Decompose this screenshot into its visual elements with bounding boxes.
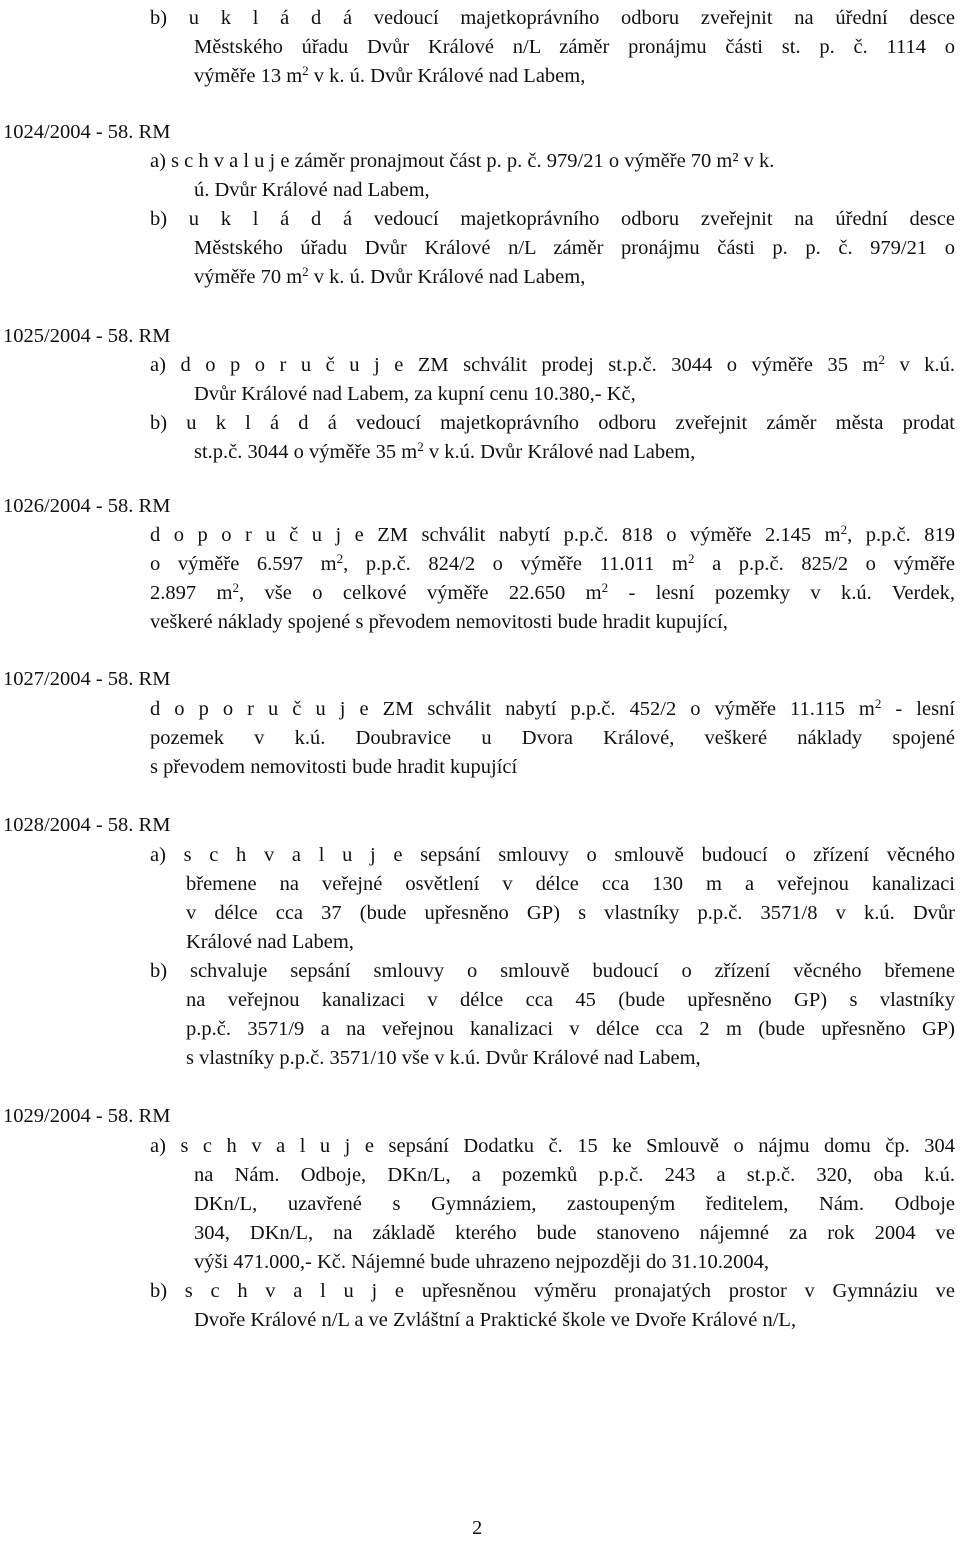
- superscript: 2: [232, 579, 239, 595]
- text-line: DKn/L, uzavřené s Gymnáziem, zastoupeným ředitelem, Nám. Odboje: [194, 1193, 955, 1215]
- text-line: b) schvaluje sepsání smlouvy o smlouvě budoucí o zřízení věcného břemene: [150, 960, 955, 982]
- text-line: Městského úřadu Dvůr Králové n/L záměr pronájmu části p. p. č. 979/21 o: [194, 237, 955, 259]
- text-line: a) s c h v a l u j e sepsání Dodatku č. 15 ke Smlouvě o nájmu domu čp. 304: [150, 1135, 955, 1157]
- text-segment: , vše o celkové výměře 22.650 m: [238, 582, 602, 604]
- text-segment: výměře 70 m: [194, 266, 303, 288]
- text-segment: st.p.č. 3044 o výměře 35 m: [194, 441, 418, 463]
- text-line: na Nám. Odboje, DKn/L, a pozemků p.p.č. 243 a st.p.č. 320, oba k.ú.: [194, 1164, 955, 1186]
- text-line: b) u k l á d á vedoucí majetkoprávního odboru zveřejnit na úřední desce: [150, 208, 955, 230]
- superscript: 2: [840, 521, 848, 537]
- superscript: 2: [417, 438, 424, 454]
- text-segment: v k.ú. Dvůr Králové nad Labem,: [423, 441, 696, 463]
- text-line: [150, 579, 955, 608]
- text-segment: v k. ú. Dvůr Králové nad Labem,: [308, 266, 586, 288]
- text-line: Dvůr Králové nad Labem, za kupní cenu 10.380,- Kč,: [194, 383, 636, 405]
- text-line: a) s c h v a l u j e záměr pronajmout část p. p. č. 979/21 o výměře 70 m² v k.: [150, 150, 775, 172]
- text-line: pozemek v k.ú. Doubravice u Dvora Králové, veškeré náklady spojené: [150, 727, 955, 749]
- text-line: s vlastníky p.p.č. 3571/10 vše v k.ú. Dvůr Králové nad Labem,: [186, 1047, 701, 1069]
- superscript: 2: [336, 550, 344, 566]
- text-line: b) u k l á d á vedoucí majetkoprávního odboru zveřejnit na úřední desce: [150, 7, 955, 29]
- resolution-number: 1028/2004 - 58. RM: [3, 814, 171, 836]
- superscript: 2: [601, 579, 609, 595]
- text-segment: a p.p.č. 825/2 o výměře: [694, 553, 955, 575]
- text-line: Městského úřadu Dvůr Králové n/L záměr pronájmu části st. p. č. 1114 o: [194, 36, 955, 58]
- text-segment: - lesní: [881, 698, 955, 720]
- text-segment: 2.897 m: [150, 582, 233, 604]
- text-segment: - lesní pozemky v k.ú. Verdek,: [608, 582, 956, 604]
- text-line: Králové nad Labem,: [186, 931, 354, 953]
- text-line: na veřejnou kanalizaci v délce cca 45 (bude upřesněno GP) s vlastníky: [186, 989, 955, 1011]
- text-line: [150, 695, 955, 724]
- text-line: [194, 438, 695, 467]
- superscript: 2: [874, 695, 882, 711]
- text-segment: o výměře 6.597 m: [150, 553, 337, 575]
- resolution-number: 1024/2004 - 58. RM: [3, 121, 171, 143]
- text-line: b) u k l á d á vedoucí majetkoprávního odboru zveřejnit záměr města prodat: [150, 412, 955, 434]
- text-line: břemene na veřejné osvětlení v délce cca 130 m a veřejnou kanalizaci: [186, 873, 955, 895]
- resolution-number: 1029/2004 - 58. RM: [3, 1105, 171, 1127]
- page-number: 2: [472, 1517, 483, 1539]
- text-segment: d o p o r u č u j e ZM schválit nabytí p.p.č. 452/2 o výměře 11.115 m: [150, 698, 875, 720]
- resolution-number: 1025/2004 - 58. RM: [3, 325, 171, 347]
- text-segment: v k.ú.: [884, 354, 956, 376]
- text-segment: d o p o r u č u j e ZM schválit nabytí p.p.č. 818 o výměře 2.145 m: [150, 524, 841, 546]
- superscript: 2: [302, 62, 309, 78]
- text-line: p.p.č. 3571/9 a na veřejnou kanalizaci v délce cca 2 m (bude upřesněno GP): [186, 1018, 955, 1040]
- text-segment: výměře 13 m: [194, 65, 303, 87]
- superscript: 2: [878, 351, 885, 367]
- text-line: [150, 521, 955, 550]
- text-line: a) s c h v a l u j e sepsání smlouvy o smlouvě budoucí o zřízení věcného: [150, 844, 955, 866]
- text-line: b) s c h v a l u j e upřesněnou výměru pronajatých prostor v Gymnáziu ve: [150, 1280, 955, 1302]
- superscript: 2: [688, 550, 695, 566]
- text-line: 304, DKn/L, na základě kterého bude stanoveno nájemné za rok 2004 ve: [194, 1222, 955, 1244]
- text-line: v délce cca 37 (bude upřesněno GP) s vlastníky p.p.č. 3571/8 v k.ú. Dvůr: [186, 902, 955, 924]
- superscript: 2: [302, 263, 309, 279]
- text-line: veškeré náklady spojené s převodem nemovitosti bude hradit kupující,: [150, 611, 728, 633]
- resolution-number: 1027/2004 - 58. RM: [3, 668, 171, 690]
- text-line: výši 471.000,- Kč. Nájemné bude uhrazeno nejpozději do 31.10.2004,: [194, 1251, 770, 1273]
- text-segment: , p.p.č. 819: [847, 524, 955, 546]
- text-line: [194, 263, 585, 292]
- text-line: [150, 351, 955, 380]
- text-line: [150, 550, 955, 579]
- text-line: s převodem nemovitosti bude hradit kupující: [150, 756, 518, 778]
- resolution-number: 1026/2004 - 58. RM: [3, 495, 171, 517]
- text-line: ú. Dvůr Králové nad Labem,: [194, 179, 430, 201]
- text-segment: v k. ú. Dvůr Králové nad Labem,: [308, 65, 586, 87]
- text-line: Dvoře Králové n/L a ve Zvláštní a Praktické škole ve Dvoře Králové n/L,: [194, 1309, 797, 1331]
- text-segment: , p.p.č. 824/2 o výměře 11.011 m: [343, 553, 688, 575]
- text-line: [194, 62, 585, 91]
- text-segment: a) d o p o r u č u j e ZM schválit prodej st.p.č. 3044 o výměře 35 m: [150, 354, 879, 376]
